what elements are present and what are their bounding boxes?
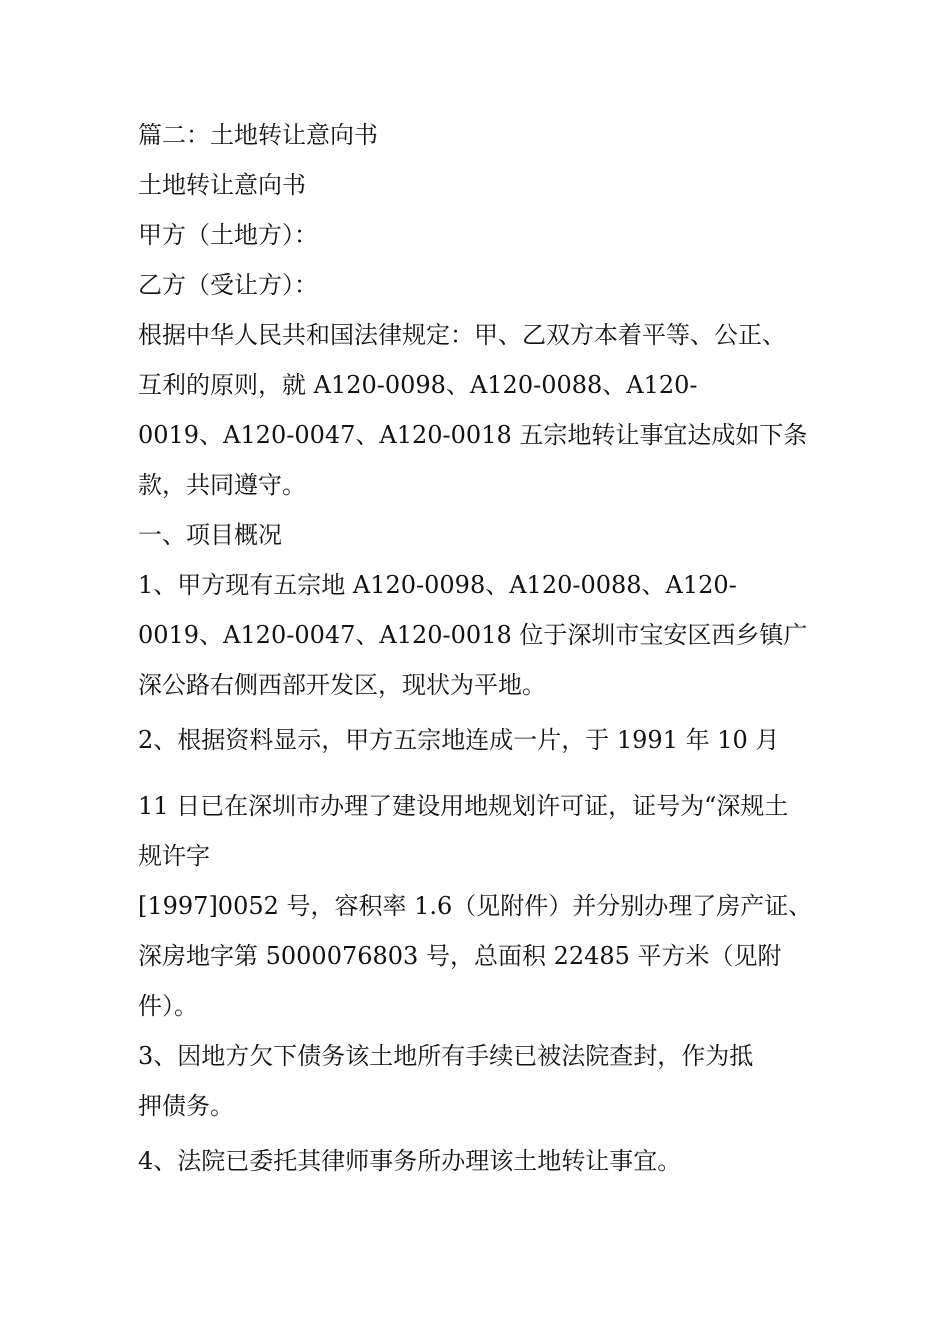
- section-heading: 一、项目概况: [138, 521, 282, 549]
- item-2-line: 2、根据资料显示，甲方五宗地连成一片，于 1991 年 10 月: [138, 726, 780, 754]
- item-3-line: 押债务。: [138, 1092, 234, 1120]
- item-1-line: 0019、A120-0047、A120-0018 位于深圳市宝安区西乡镇广: [138, 621, 808, 649]
- item-1-line: 1、甲方现有五宗地 A120-0098、A120-0088、A120-: [138, 571, 737, 599]
- item-2-line: [1997]0052 号，容积率 1.6（见附件）并分别办理了房产证、: [138, 892, 813, 920]
- party-b-line: 乙方（受让方）：: [138, 271, 318, 299]
- doc-title: 土地转让意向书: [138, 171, 306, 199]
- intro-paragraph-line: 根据中华人民共和国法律规定：甲、乙双方本着平等、公正、: [138, 321, 786, 349]
- item-1-line: 深公路右侧西部开发区，现状为平地。: [138, 671, 546, 699]
- intro-paragraph-line: 互利的原则，就 A120-0098、A120-0088、A120-: [138, 371, 698, 399]
- intro-paragraph-line: 0019、A120-0047、A120-0018 五宗地转让事宜达成如下条: [138, 421, 808, 449]
- item-2-line: 规许字: [138, 842, 210, 870]
- intro-paragraph-line: 款，共同遵守。: [138, 471, 306, 499]
- doc-heading: 篇二：土地转让意向书: [138, 121, 378, 149]
- party-a-line: 甲方（土地方）：: [138, 221, 318, 249]
- item-4-line: 4、法院已委托其律师事务所办理该土地转让事宜。: [138, 1147, 682, 1175]
- item-2-line: 件）。: [138, 992, 198, 1020]
- item-2-line: 11 日已在深圳市办理了建设用地规划许可证，证号为“深规土: [138, 792, 789, 820]
- item-3-line: 3、因地方欠下债务该土地所有手续已被法院查封，作为抵: [138, 1042, 754, 1070]
- item-2-line: 深房地字第 5000076803 号，总面积 22485 平方米（见附: [138, 942, 782, 970]
